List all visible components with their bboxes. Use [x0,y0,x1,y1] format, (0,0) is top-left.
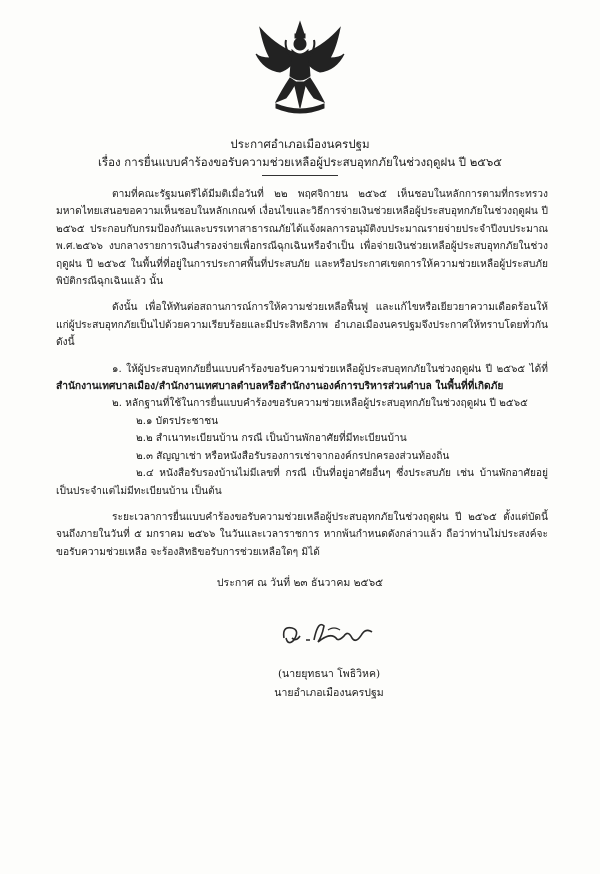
signer-name: (นายยุทธนา โพธิวิหค) [277,668,381,680]
item-1-location: สำนักงานเทศบาลเมือง/สำนักงานเทศบาลตำบลหรือสำนักงานองค์การบริหารส่วนตำบล ในพื้นที่ที่เกิดภัย [56,380,504,393]
item-2-2: ๒.๒ สำเนาทะเบียนบ้าน กรณี เป็นบ้านพักอาศัยที่มีทะเบียนบ้าน [136,433,407,445]
item-1-text: ๑. ให้ผู้ประสบอุทกภัยยื่นแบบคำร้องขอรับความช่วยเหลือผู้ประสบอุทกภัยในช่วงฤดูฝน ปี ๒๕๖๕ ได้ที่ [112,363,548,375]
signature-image [278,612,378,652]
signer-position: นายอำเภอเมืองนครปฐม [274,687,384,699]
announcement-date: ประกาศ ณ วันที่ ๒๓ ธันวาคม ๒๕๖๕ [216,577,384,589]
announcement-body [56,186,548,561]
item-2: ๒. หลักฐานที่ใช้ในการยื่นแบบคำร้องขอรับความช่วยเหลือผู้ประสบอุทกภัยในช่วงฤดูฝน ปี ๒๕๖๕ [112,398,528,410]
paragraph-announcement: ดังนั้น เพื่อให้ทันต่อสถานการณ์การให้ความช่วยเหลือฟื้นฟู และแก้ไขหรือเยียวยาความเดือดร้อนให้แก่ผู้ประสบอุทกภัยเป็นไปด้วยความเรียบร้อยและมีประสิทธิภาพ อำเภอเมืองนครปฐมจึงประกาศให้ทราบโดยทั่วกัน ดังนี้ [56,302,548,349]
item-2-4: ๒.๔ หนังสือรับรองบ้านไม่มีเลขที่ กรณี เป็นที่อยู่อาศัยอื่นๆ ซึ่งประสบภัย เช่น บ้านพักอาศัยอยู่เป็นประจำแต่ไม่มีทะเบียนบ้าน เป็นต้น [56,468,548,497]
paragraph-background: ตามที่คณะรัฐมนตรีได้มีมติเมื่อวันที่ ๒๒ พฤศจิกายน ๒๕๖๕ เห็นชอบในหลักการตามที่กระทรวงมหาดไทยเสนอขอความเห็นชอบในหลักเกณฑ์ เงื่อนไขและวิธีการจ่ายเงินช่วยเหลือผู้ประสบอุทกภัยในช่วงฤดูฝน ปี ๒๕๖๕ ประกอบกับกรมป้องกันและบรรเทาสาธารณภัยได้แจ้งผลการอนุมัติงบประมาณรายจ่ายประจำปีงบประมาณ พ.ศ.๒๕๖๖ งบกลางรายการเงินสำรองจ่ายเพื่อกรณีฉุกเฉินหรือจำเป็น เพื่อจ่ายเงินช่วยเหลือผู้ประสบอุทกภัยในช่วงฤดูฝน ปี ๒๕๖๕ ในพื้นที่ที่อยู่ในการประกาศพื้นที่ประสบภัย และหรือประกาศเขตการให้ความช่วยเหลือผู้ประสบภัยพิบัติกรณีฉุกเฉินแล้ว นั้น [56,189,548,288]
item-2-1: ๒.๑ บัตรประชาชน [136,415,219,427]
item-2-3: ๒.๓ สัญญาเช่า หรือหนังสือรับรองการเช่าจากองค์กรปกครองส่วนท้องถิ่น [136,450,450,462]
page-title: ประกาศอำเภอเมืองนครปฐม [230,137,370,151]
item-1 [56,361,548,396]
subject-line: เรื่อง การยื่นแบบคำร้องขอรับความช่วยเหลือผู้ประสบอุทกภัยในช่วงฤดูฝน ปี ๒๕๖๕ [97,155,502,169]
divider [262,175,338,176]
garuda-emblem-icon [250,18,350,118]
paragraph-deadline: ระยะเวลาการยื่นแบบคำร้องขอรับความช่วยเหลือผู้ประสบอุทกภัยในช่วงฤดูฝน ปี ๒๕๖๕ ตั้งแต่บัดนี้ จนถึงภายในวันที่ ๕ มกราคม ๒๕๖๖ ในวันและเวลาราชการ หากพ้นกำหนดดังกล่าวแล้ว ถือว่าท่านไม่ประสงค์จะขอรับความช่วยเหลือ จะร้องสิทธิขอรับการช่วยเหลือใดๆ มิได้ [56,511,548,558]
